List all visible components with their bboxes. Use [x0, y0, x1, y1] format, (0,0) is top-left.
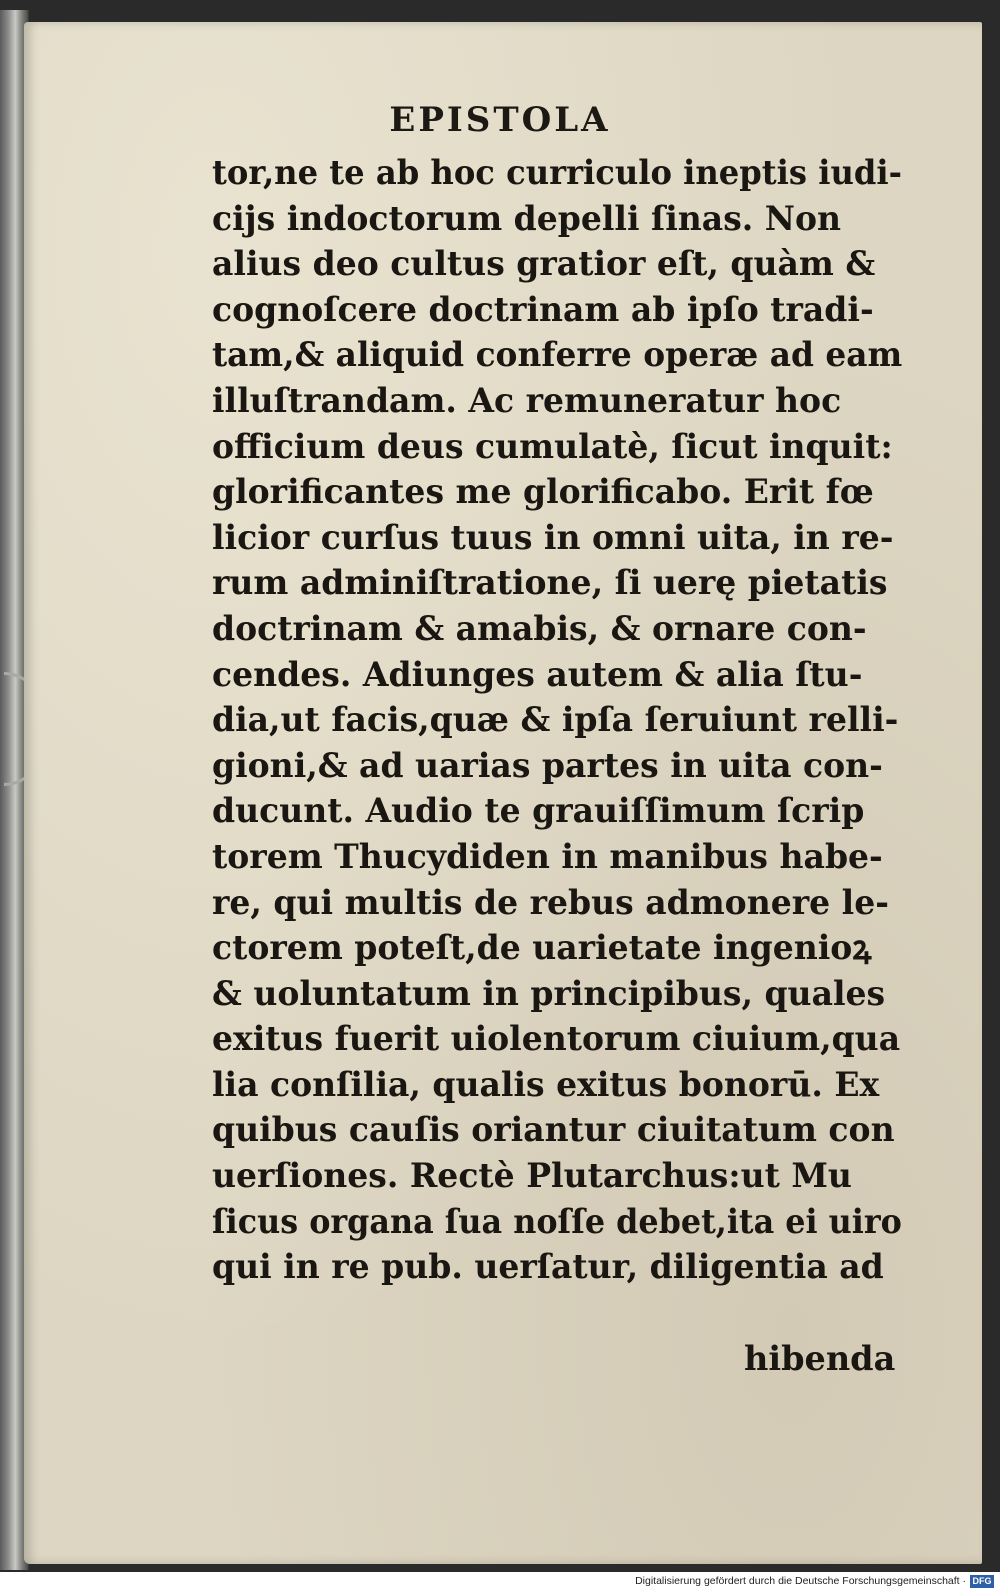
funding-credit: Digitalisierung gefördert durch die Deutsche Forschungsgemeinschaft · [635, 1575, 966, 1587]
text-line: illuſtrandam. Ac remuneratur hoc [212, 380, 842, 420]
text-line: exitus fuerit uiolentorum ciuium,qua [212, 1019, 901, 1059]
text-line: doctrinam & amabis, & ornare con- [212, 608, 867, 648]
dfg-logo-icon[interactable]: DFG [970, 1575, 994, 1588]
text-line: alius deo cultus gratior eſt, quàm & [212, 244, 876, 284]
text-line: tam,& aliquid conferre operæ ad eam [212, 335, 903, 375]
text-line: uerſiones. Rectè Plutarchus:ut Mu [212, 1156, 852, 1196]
text-line: quibus cauſis oriantur ciuitatum con [212, 1110, 895, 1150]
text-line: cognoſcere doctrinam ab ipſo tradi- [212, 289, 874, 329]
text-line: torem Thucydiden in manibus habe- [212, 836, 883, 876]
text-line: gioni,& ad uarias partes in uita con- [212, 745, 883, 785]
text-line: ducunt. Audio te grauiſſimum ſcrip [212, 791, 865, 831]
text-line: re, qui multis de rebus admonere le- [212, 882, 889, 922]
text-line: cendes. Adiunges autem & alia ſtu- [212, 654, 863, 694]
text-line: rum adminiſtratione, ſi uerę pietatis [212, 563, 888, 603]
text-line: lia conſilia, qualis exitus bonorū. Ex [212, 1064, 880, 1104]
body-text [212, 150, 912, 1290]
text-line: officium deus cumulatè, ſicut inquit: [212, 426, 893, 466]
text-line: glorificantes me glorificabo. Erit fœ [212, 472, 874, 512]
running-head: EPISTOLA [389, 100, 611, 140]
catchword: hibenda [744, 1339, 896, 1378]
text-line: ſicus organa ſua noſſe debet,ita ei uiro [212, 1201, 902, 1241]
text-line: & uoluntatum in principibus, quales [212, 973, 886, 1013]
text-line: ctorem poteſt,de uarietate ingenioꝝ [212, 928, 872, 968]
text-line: tor,ne te ab hoc curriculo ineptis iudi- [212, 153, 902, 192]
text-line: ciјs indoctorum depelli ſinas. Non [212, 198, 842, 238]
text-line: qui in re pub. uerſatur, diligentia ad [212, 1247, 884, 1287]
text-line: licior curſus tuus in omni uita, in re- [212, 517, 894, 557]
text-line: dia,ut facis,quæ & ipſa ſeruiunt relli- [212, 700, 899, 740]
footer-bar [0, 1572, 1000, 1591]
